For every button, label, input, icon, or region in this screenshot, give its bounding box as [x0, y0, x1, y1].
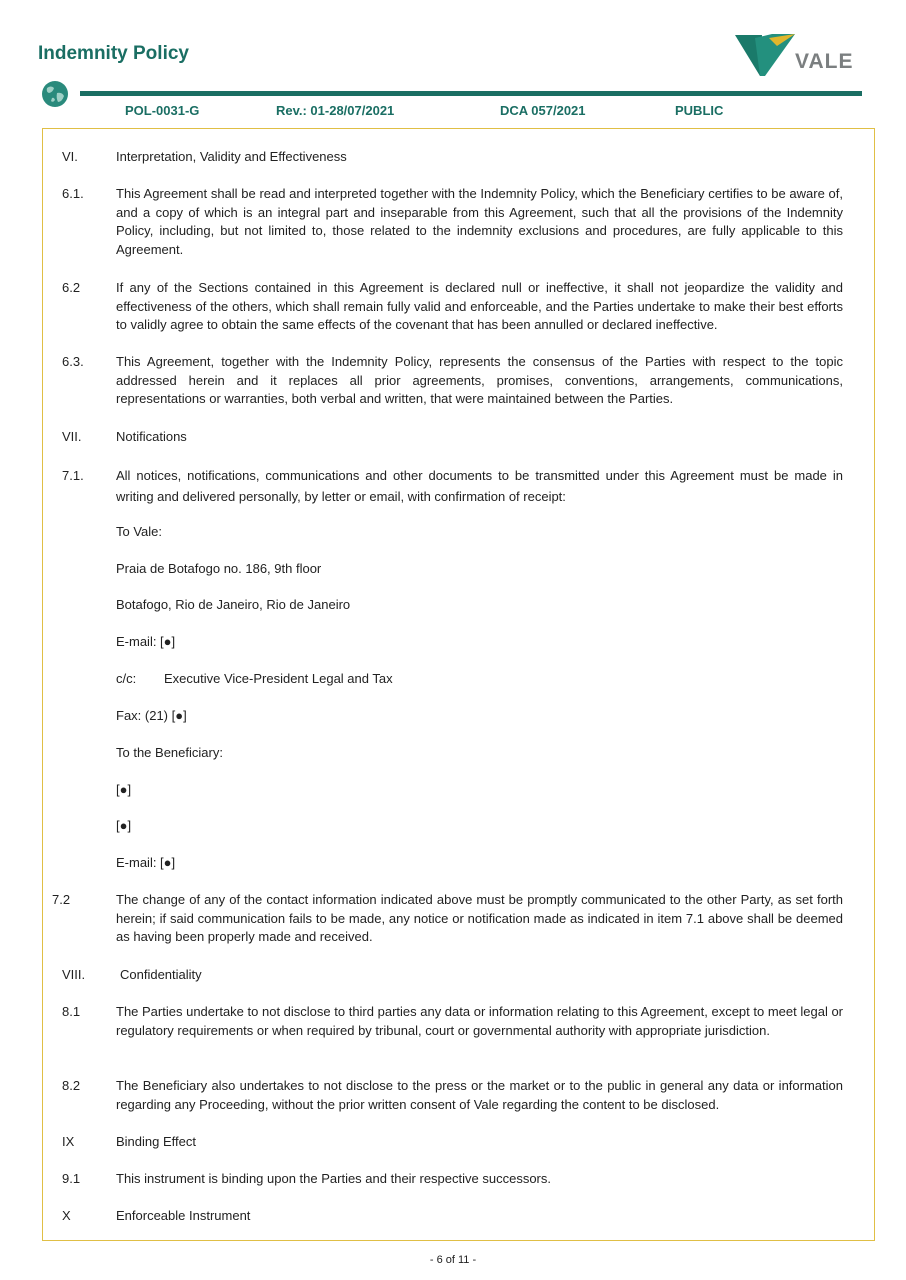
contact-to-beneficiary: To the Beneficiary: [116, 745, 223, 760]
page-title: Indemnity Policy [38, 43, 189, 64]
revision: Rev.: 01-28/07/2021 [276, 103, 395, 118]
clause-text: This Agreement, together with the Indemnity Policy, represents the consensus of the Parties with respect to the topic addressed herein and it replaces all prior agreements, promises, conventions, arrangements, communications, representations or warranties, both verbal and written, that were maintained between the Parties. [116, 354, 843, 407]
clause-text: All notices, notifications, communications and other documents to be transmitted under this Agreement must be made in writing and delivered personally, by letter or email, with confirmation of receipt: [116, 468, 843, 504]
classification: PUBLIC [675, 103, 724, 118]
clause-number: 6.2 [62, 280, 81, 295]
section-title: Enforceable Instrument [116, 1208, 251, 1223]
contact-to-vale: To Vale: [116, 524, 163, 539]
section-number: VI. [62, 149, 78, 164]
contact-address-line: Praia de Botafogo no. 186, 9th floor [116, 561, 322, 576]
globe-icon [41, 80, 69, 108]
section-title: Binding Effect [116, 1134, 196, 1149]
page-number: - 6 of 11 - [429, 1254, 477, 1266]
logo-text: VALE [795, 50, 854, 73]
contact-email: E-mail: [●] [116, 855, 176, 870]
clause-number: 8.2 [62, 1078, 81, 1093]
clause-number: 6.1. [62, 186, 84, 201]
contact-address-line: Botafogo, Rio de Janeiro, Rio de Janeiro [116, 597, 351, 612]
contact-cc-label: c/c: [116, 671, 137, 686]
contact-email: E-mail: [●] [116, 634, 176, 649]
section-number: VIII. [62, 967, 86, 982]
contact-placeholder: [●] [116, 782, 132, 797]
clause-number: 7.1. [62, 468, 84, 483]
section-title: Interpretation, Validity and Effectiveness [116, 149, 347, 164]
contact-cc-value: Executive Vice-President Legal and Tax [164, 671, 393, 686]
clause-number: 8.1 [62, 1004, 81, 1019]
clause-text: The change of any of the contact information indicated above must be promptly communicated to the other Party, as set forth herein; if said communication fails to be made, any notice or notification made as indicated in item 7.1 above shall be deemed as having been properly made and received. [116, 892, 843, 945]
clause-text: If any of the Sections contained in this Agreement is declared null or ineffective, it shall not jeopardize the validity and effectiveness of the others, which shall remain fully valid and enforceable, and the Parties undertake to make their best efforts to validly agree to obtain the same effects of the covenant that has been annulled or declared ineffective. [116, 280, 843, 333]
clause-text: The Parties undertake to not disclose to third parties any data or information relating to this Agreement, except to meet legal or regulatory requirements or when required by tribunal, court or governmental authority with appropriate jurisdiction. [116, 1004, 843, 1038]
clause-text: The Beneficiary also undertakes to not disclose to the press or the market or to the public in general any data or information regarding any Proceeding, without the prior written consent of Vale regarding the content to be disclosed. [116, 1078, 843, 1112]
contact-fax: Fax: (21) [●] [116, 708, 187, 723]
clause-number: 6.3. [62, 354, 84, 369]
document-code: POL-0031-G [125, 103, 200, 118]
header-rule [80, 91, 862, 96]
section-number: VII. [62, 429, 82, 444]
clause-number: 7.2 [52, 892, 71, 907]
clause-text: This Agreement shall be read and interpreted together with the Indemnity Policy, which the Beneficiary certifies to be aware of, and a copy of which is an integral part and inseparable from this Agreement, such that all the provisions of the Indemnity Policy, including, but not limited to, those related to the indemnity exclusions and procedures, are fully applicable to this Agreement. [116, 186, 843, 258]
section-number: X [62, 1208, 71, 1223]
section-number: IX [62, 1134, 75, 1149]
dca-number: DCA 057/2021 [500, 103, 586, 118]
section-title: Confidentiality [120, 967, 202, 982]
section-title: Notifications [116, 429, 187, 444]
contact-placeholder: [●] [116, 818, 132, 833]
clause-number: 9.1 [62, 1171, 81, 1186]
clause-text: This instrument is binding upon the Parties and their respective successors. [116, 1171, 551, 1186]
